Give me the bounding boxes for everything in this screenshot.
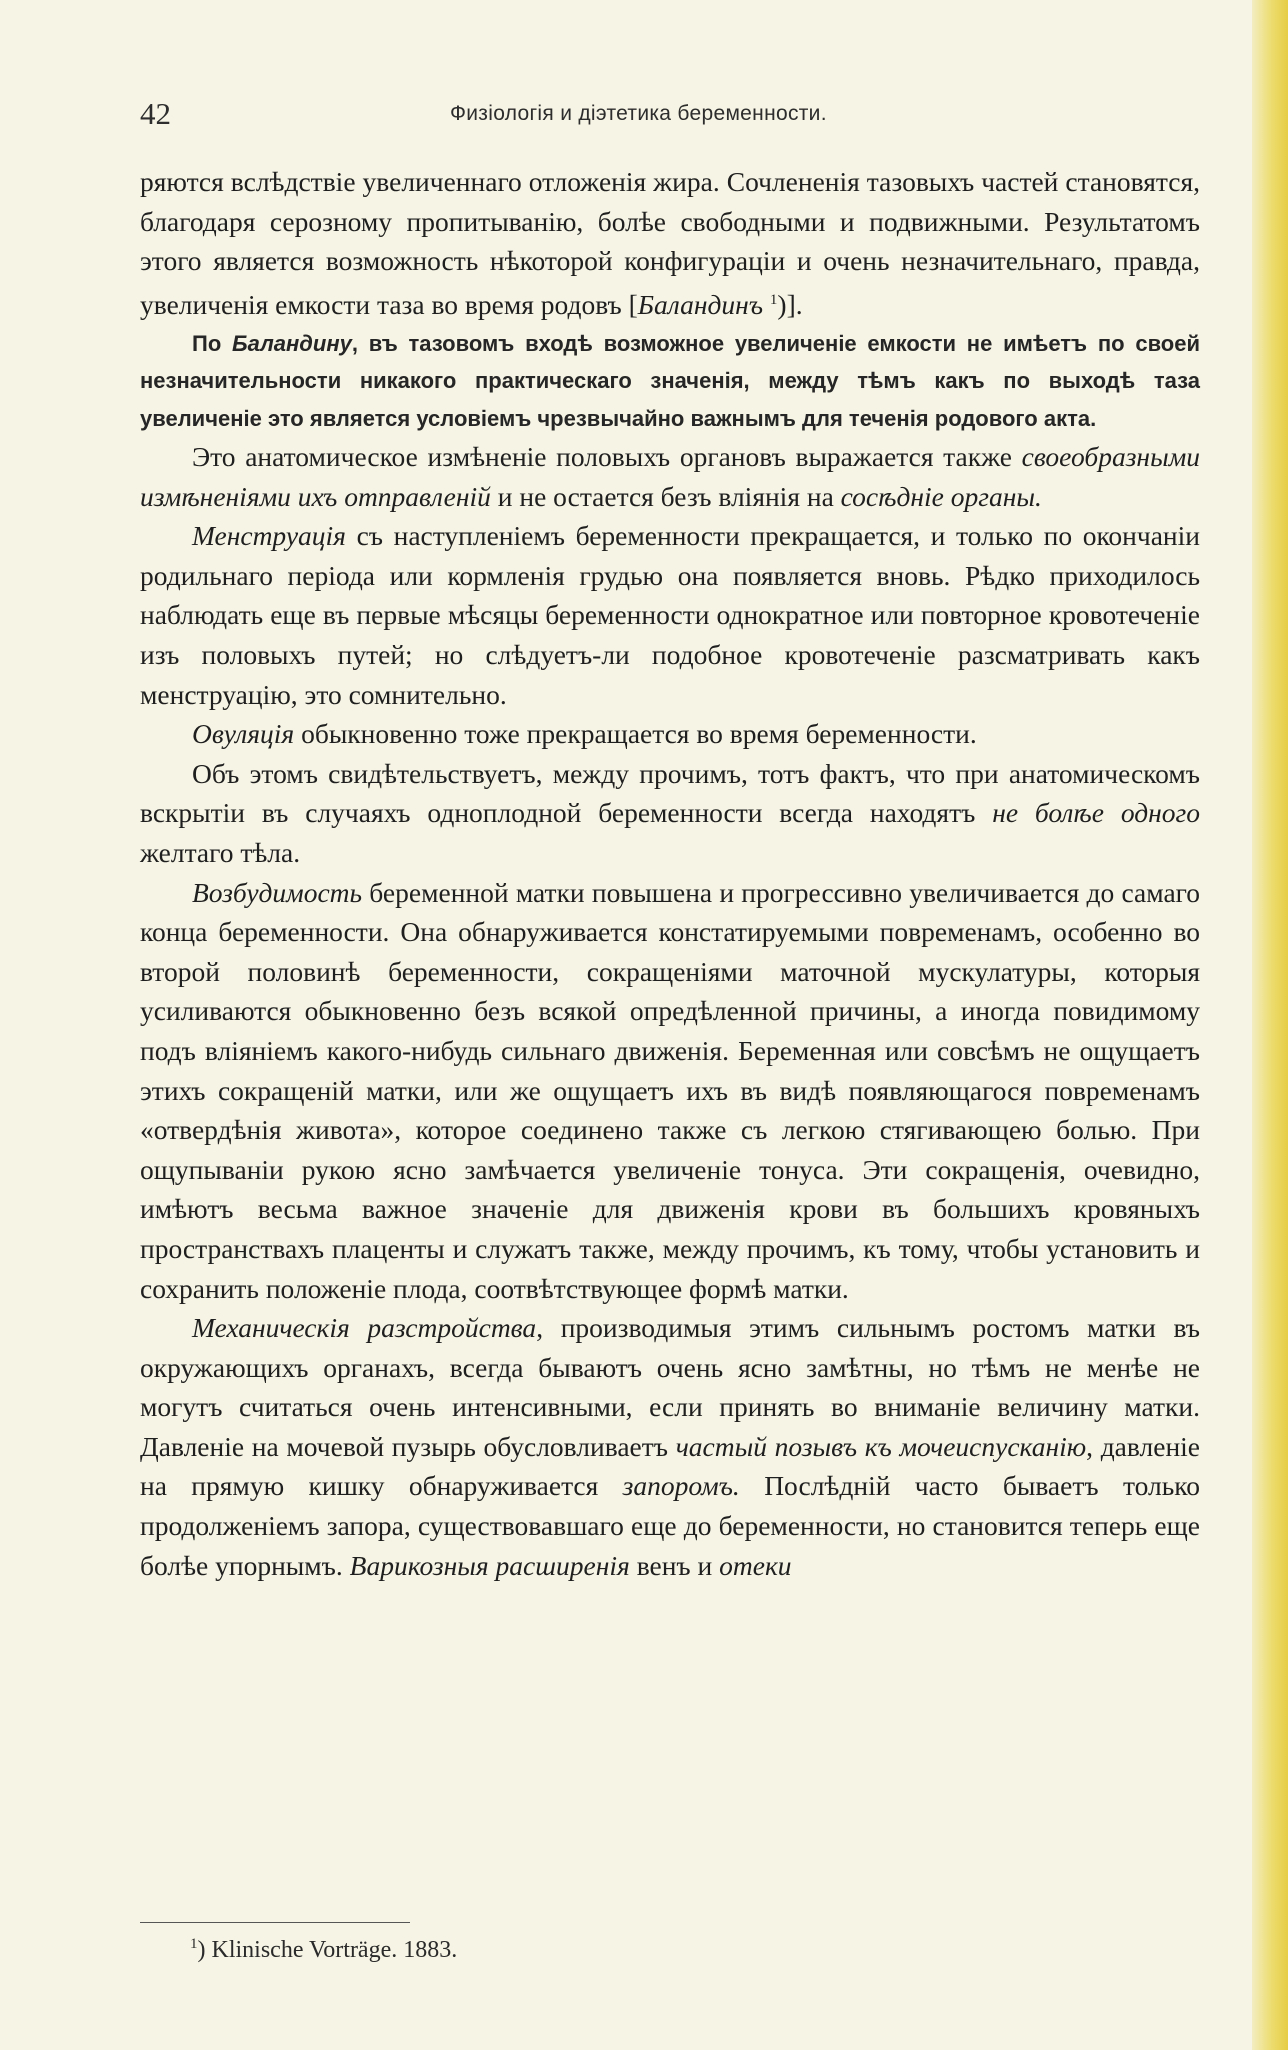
text-run: и не остается безъ вліянія на [490, 480, 841, 512]
italic-term: отеки [719, 1549, 792, 1581]
paragraph [140, 754, 1200, 873]
text-run: , въ тазовомъ входѣ возможное увеличеніе емкости не имѣетъ по своей незначительности никакого практическаго значенія, между тѣмъ какъ по выходѣ таза увеличеніе это является условіемъ чрезвычайно важнымъ для теченія родового акта. [140, 330, 1200, 431]
text-run: Послѣдній часто бываетъ только продолженіемъ запора, существовавшаго еще до беременности, но становится теперь еще болѣе упорнымъ. [140, 1470, 1200, 1581]
text-run: , давленіе на прямую кишку обнаруживается [140, 1430, 1201, 1502]
text-run: )]. [777, 288, 803, 320]
footnote-marker: 1 [190, 1936, 198, 1952]
paragraph [140, 516, 1200, 714]
italic-term: Механическія разстройства [192, 1312, 537, 1344]
italic-term: не болѣе одного [992, 797, 1201, 829]
italic-term: Баландину [232, 330, 352, 356]
paragraph [140, 1308, 1200, 1585]
text-run: ряются вслѣдствіе увеличеннаго отложенія жира. Сочлененія тазовыхъ частей становятся, благодаря серозному пропитыванію, болѣе свободными и подвижными. Результатомъ этого является возможность нѣкоторой конфигураціи и очень незначительнаго, правда, увеличенія емкости таза во время родовъ [ [140, 166, 1200, 320]
footnote-text: ) Klinische Vorträge. 1883. [197, 1937, 458, 1963]
paragraph [140, 325, 1200, 438]
text-run: Объ этомъ свидѣтельствуетъ, между прочимъ, тотъ фактъ, что при анатомическомъ вскрытіи въ случаяхъ одноплодной беременности всегда находятъ [140, 757, 1200, 829]
italic-term: Овуляція [192, 718, 295, 750]
text-run: беременной матки повышена и прогрессивно увеличивается до самаго конца беременности. Она обнаруживается констатируемыми повременамъ, особенно во второй половинѣ беременности, сокращеніями маточной мускулатуры, которыя усиливаются обыкновенно безъ всякой опредѣленной причины, а иногда повидимому подъ вліяніемъ какого-нибудь сильнаго движенія. Беременная или совсѣмъ не ощущаетъ этихъ сокращеній матки, или же ощущаетъ ихъ въ видѣ появляющагося повременамъ «отвердѣнія живота», которое соединено также съ легкою стягивающею болью. При ощупываніи рукою ясно замѣчается увеличеніе тонуса. Эти сокращенія, очевидно, имѣютъ весьма важное значеніе для движенія крови въ большихъ кровяныхъ пространствахъ плаценты и служатъ также, между прочимъ, къ тому, чтобы установить и сохранить положеніе плода, соотвѣтствующее формѣ матки. [140, 876, 1200, 1304]
paragraph [140, 437, 1200, 516]
footnote [190, 1936, 457, 1964]
italic-term: Баландинъ [637, 288, 764, 320]
italic-term: своеобразными измѣненіями ихъ отправленій [140, 441, 1200, 512]
page-header [0, 96, 1268, 136]
text-run: , производимыя этимъ сильнымъ ростомъ матки въ окружающихъ органахъ, всегда бываютъ очень ясно замѣтны, но тѣмъ не менѣе не могутъ считаться очень интенсивными, если принять во вниманіе величину матки. Давленіе на мочевой пузырь обусловливаетъ [140, 1312, 1200, 1462]
footnote-ref: 1 [769, 291, 778, 308]
body-text [140, 162, 1200, 1585]
page-edge [1252, 0, 1288, 2050]
text-run: венъ и [629, 1549, 720, 1581]
italic-term: Варикозныя расширенія [349, 1549, 630, 1581]
text-run: съ наступленіемъ беременности прекращается, и только по окончаніи родильнаго періода или кормленія грудью она появляется вновь. Рѣдко приходилось наблюдать еще въ первые мѣсяцы беременности однократное или повторное кровотеченіе изъ половыхъ путей; но слѣдуетъ-ли подобное кровотеченіе разсматривать какъ менструацію, это сомнительно. [140, 520, 1200, 710]
italic-term: частый позывъ къ мочеиспусканію [675, 1430, 1087, 1462]
italic-term: сосѣдніе органы. [840, 480, 1042, 512]
text-run: По [192, 330, 233, 356]
italic-term: запоромъ. [622, 1470, 740, 1502]
text-run: Это анатомическое измѣненіе половыхъ органовъ выражается также [192, 441, 1022, 473]
italic-term: Возбудимость [192, 876, 363, 908]
text-run [763, 289, 770, 320]
footnote-divider [140, 1922, 410, 1923]
paragraph [140, 714, 1200, 754]
running-title: Физіологія и діэтетика беременности. [450, 102, 827, 125]
paragraph [140, 162, 1200, 325]
paragraph [140, 873, 1200, 1309]
page-number: 42 [140, 96, 171, 131]
text-run: обыкновенно тоже прекращается во время беременности. [294, 718, 977, 750]
text-run: желтаго тѣла. [140, 836, 301, 868]
italic-term: Менструація [192, 520, 346, 552]
